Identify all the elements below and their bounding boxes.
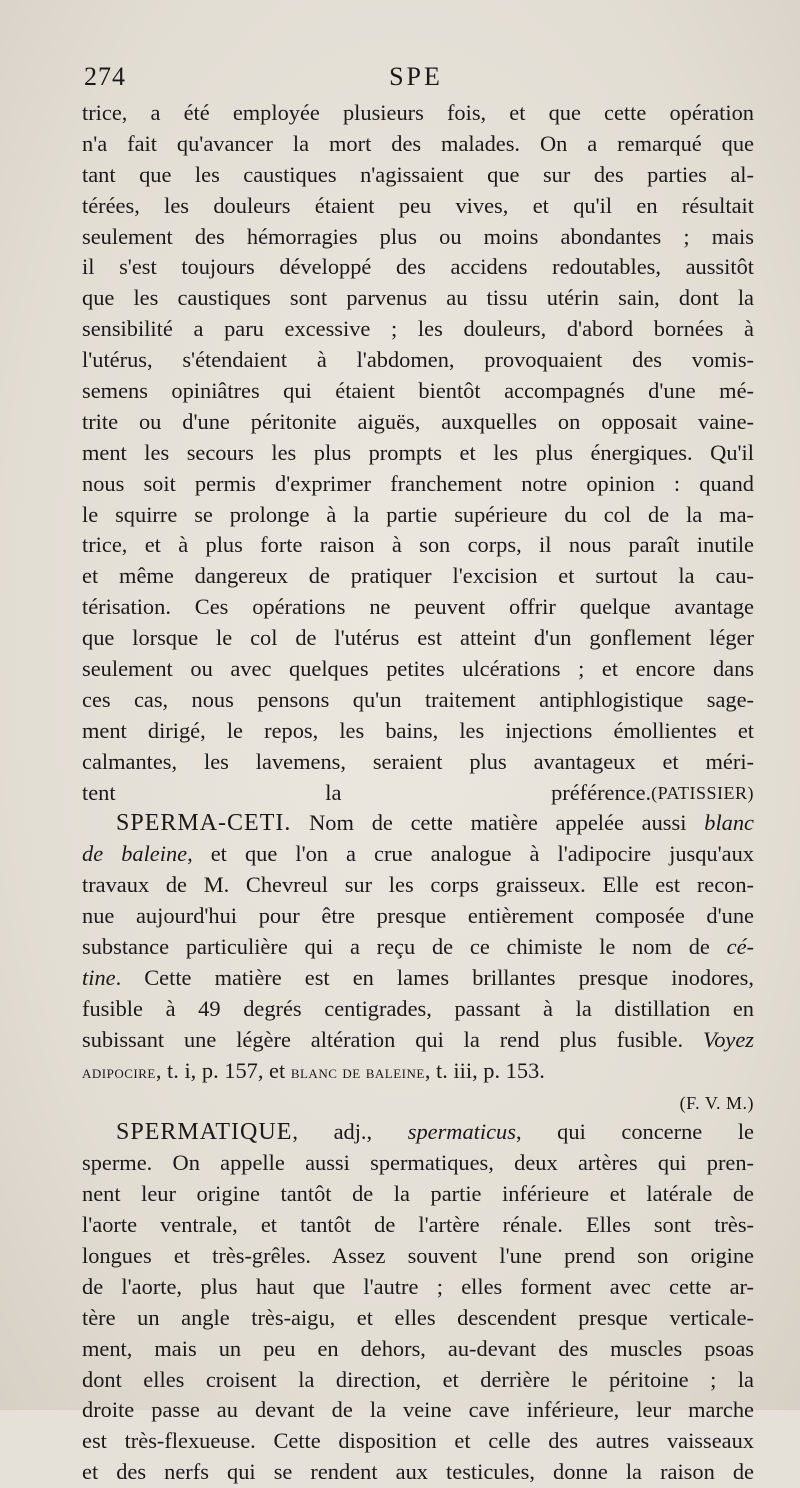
- text-line: n'a fait qu'avancer la mort des malades. On a remarqué que: [82, 130, 754, 156]
- text-line: longues et très-grêles. Assez souvent l'une prend son origine: [82, 1242, 754, 1268]
- text-line: que les caustiques sont parvenus au tissu utérin sain, dont la: [82, 285, 754, 311]
- text-line: trite ou d'une péritonite aiguës, auxquelles on opposait vaine-: [82, 408, 754, 434]
- text-line: ment les secours les plus prompts et les plus énergiques. Qu'il: [82, 439, 754, 465]
- text-line: sperme. On appelle aussi spermatiques, deux artères qui pren-: [82, 1150, 754, 1176]
- text-line: tent la préférence. (PATISSIER): [82, 778, 754, 809]
- text-line: tine. Cette matière est en lames brillantes presque inodores,: [82, 964, 754, 990]
- page-number: 274: [84, 62, 126, 91]
- text-line: fusible à 49 degrés centigrades, passant à la distillation en: [82, 995, 754, 1021]
- text-line: seulement des hémorragies plus ou moins abondantes ; mais: [82, 223, 754, 249]
- text-line: nous soit permis d'exprimer franchement notre opinion : quand: [82, 470, 754, 496]
- text-line: tant que les caustiques n'agissaient que sur des parties al-: [82, 161, 754, 187]
- text-line: il s'est toujours développé des accidens redoutables, aussitôt: [82, 254, 754, 280]
- author-signature: (PATISSIER): [651, 782, 754, 803]
- paragraph-spermatique: [82, 1148, 754, 1488]
- text-line: térées, les douleurs étaient peu vives, et qu'il en résultait: [82, 192, 754, 218]
- entry-headword: SPERMATIQUE: [116, 1119, 293, 1146]
- paragraph-continuation: [82, 98, 754, 778]
- text-line: travaux de M. Chevreul sur les corps graisseux. Elle est recon-: [82, 872, 754, 898]
- text-line: l'aorte ventrale, et tantôt de l'artère rénale. Elles sont très-: [82, 1212, 754, 1238]
- text-line: et même dangereux de pratiquer l'excision et surtout la cau-: [82, 563, 754, 589]
- text-line: tère un angle très-aigu, et elles descendent presque verticale-: [82, 1304, 754, 1330]
- text-line: nue aujourd'hui pour être presque entièrement composée d'une: [82, 903, 754, 929]
- text-line: sensibilité a paru excessive ; les douleurs, d'abord bornées à: [82, 316, 754, 342]
- text-line: ment dirigé, le repos, les bains, les injections émollientes et: [82, 717, 754, 743]
- text-line: substance particulière qui a reçu de ce chimiste le nom de cé-: [82, 934, 754, 960]
- text-line: seulement ou avec quelques petites ulcérations ; et encore dans: [82, 656, 754, 682]
- text-line: est très-flexueuse. Cette disposition et celle des autres vaisseaux: [82, 1428, 754, 1454]
- text-line: térisation. Ces opérations ne peuvent offrir quelque avantage: [82, 594, 754, 620]
- text-line: semens opiniâtres qui étaient bientôt accompagnés d'une mé-: [82, 378, 754, 404]
- text-line: de baleine, et que l'on a crue analogue à l'adipocire jusqu'aux: [82, 841, 754, 867]
- text-line: de l'aorte, plus haut que l'autre ; elles forment avec cette ar-: [82, 1273, 754, 1299]
- running-head: SPE: [389, 62, 443, 91]
- text-line: dont elles croisent la direction, et derrière le péritoine ; la: [82, 1366, 754, 1392]
- text-line: et des nerfs qui se rendent aux testicules, donne la raison de: [82, 1459, 754, 1485]
- entry-headword: SPERMA-CETI.: [116, 810, 292, 837]
- text-line: le squirre se prolonge à la partie supérieure du col de la ma-: [82, 501, 754, 527]
- entry-sperma-ceti: SPERMA-CETI. Nom de cette matière appelée aussi blanc: [116, 810, 754, 837]
- text-line: que lorsque le col de l'utérus est atteint d'un gonflement léger: [82, 625, 754, 651]
- text-line: l'utérus, s'étendaient à l'abdomen, provoquaient des vomis-: [82, 347, 754, 373]
- text-line: ces cas, nous pensons qu'un traitement antiphlogistique sage-: [82, 686, 754, 712]
- entry-spermatique: SPERMATIQUE, adj., spermaticus, qui concerne le: [116, 1119, 754, 1146]
- text-line: trice, et à plus forte raison à son corps, il nous paraît inutile: [82, 532, 754, 558]
- author-signature: (F. V. M.): [679, 1092, 754, 1113]
- text-line: subissant une légère altération qui la rend plus fusible. Voyez: [82, 1026, 754, 1052]
- text-line: nent leur origine tantôt de la partie inférieure et latérale de: [82, 1181, 754, 1207]
- text-line: calmantes, les lavemens, seraient plus avantageux et méri-: [82, 748, 754, 774]
- text-line: trice, a été employée plusieurs fois, et que cette opération: [82, 100, 754, 125]
- page-header: [84, 62, 748, 96]
- text-line: ment, mais un peu en dehors, au-devant des muscles psoas: [82, 1335, 754, 1361]
- body-text: [82, 98, 754, 1488]
- text-line: adipocire, t. i, p. 157, et blanc de baleine, t. iii, p. 153.: [82, 1057, 545, 1083]
- text-line: droite passe au devant de la veine cave inférieure, leur marche: [82, 1397, 754, 1423]
